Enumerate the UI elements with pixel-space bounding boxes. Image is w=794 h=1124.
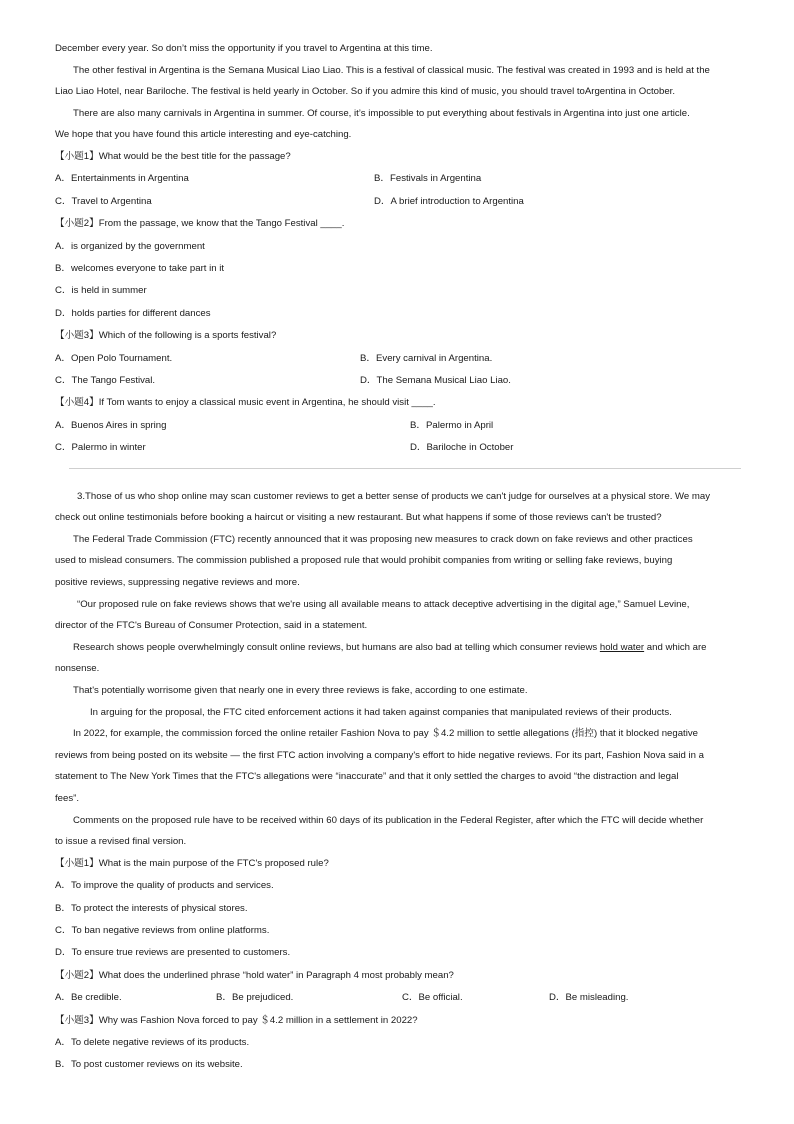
question-1-2 [55,213,745,325]
paragraph-line: There are also many carnivals in Argentina in summer. Of course, it’s impossible to put everything about festivals in Argentina into just one article. [73,107,690,119]
paragraph-line: Comments on the proposed rule have to be received within 60 days of its publication in the Federal Register, after which the FTC will decide whether [73,814,704,826]
paragraph-line: 3.Those of us who shop online may scan customer reviews to get a better sense of products we can't judge for ourselves at a physical store. We may [77,490,711,502]
section-divider [69,468,741,469]
option-a: A．Buenos Aires in spring [55,419,167,431]
option-b: B．Festivals in Argentina [374,173,482,185]
passage-ftc-fake-reviews [55,486,745,853]
option-b: B．Be prejudiced. [216,992,294,1004]
option-a: A．Entertainments in Argentina [55,173,189,185]
paragraph-line: In 2022, for example, the commission forced the online retailer Fashion Nova to pay ＄4.2 million to settle allegations (指控) that it blocked negative [73,728,698,740]
document-page [55,38,745,1077]
question-stem: 【小题3】Which of the following is a sports festival? [55,330,277,342]
option-c: C．The Tango Festival. [55,375,156,387]
paragraph-line: “Our proposed rule on fake reviews shows that we're using all available means to attack deceptive advertising in the digital age,” Samuel Levine, [77,598,690,610]
options-row [55,987,745,1009]
question-stem: 【小题2】What does the underlined phrase “hold water” in Paragraph 4 most probably mean? [55,969,454,981]
option-b: B．Every carnival in Argentina. [360,352,493,364]
option-d: D．To ensure true reviews are presented to customers. [55,947,291,959]
text-run: Research shows people overwhelmingly consult online reviews, but humans are also bad at telling which consumer reviews [73,641,600,653]
question-stem: 【小题1】What would be the best title for the passage? [55,150,291,162]
option-a: A．To delete negative reviews of its products. [55,1037,250,1048]
options-row [55,370,745,392]
option-a: A．is organized by the government [55,240,205,252]
passage-argentina-festivals [55,38,745,146]
paragraph-line: The Federal Trade Commission (FTC) recently announced that it was proposing new measures to crack down on fake reviews and other practices [73,533,693,545]
paragraph-line: reviews from being posted on its website — the first FTC action involving a company's effort to hide negative reviews. For its part, Fashion Nova said in a [55,749,704,761]
option-c: C．To ban negative reviews from online platforms. [55,924,270,936]
option-d: D．Bariloche in October [410,442,514,454]
paragraph-line: check out online testimonials before booking a haircut or visiting a new restaurant. But what happens if some of those reviews can't be trusted? [55,512,662,524]
paragraph-line: used to mislead consumers. The commission published a proposed rule that would prohibit companies from writing or selling fake reviews, buying [55,555,673,567]
paragraph-line: director of the FTC's Bureau of Consumer Protection, said in a statement. [55,620,368,632]
options-row [55,191,745,213]
option-a: A．Be credible. [55,992,122,1004]
option-a: A．Open Polo Tournament. [55,352,173,364]
question-2-3 [55,1010,745,1077]
option-c: C．Travel to Argentina [55,195,152,207]
question-stem: 【小题4】If Tom wants to enjoy a classical music event in Argentina, he should visit ____. [55,397,436,409]
paragraph-line: positive reviews, suppressing negative reviews and more. [55,577,300,589]
paragraph-line: Liao Liao Hotel, near Bariloche. The festival is held yearly in October. So if you admire this kind of music, you should travel toArgentina in October. [55,86,676,98]
question-2-1 [55,853,745,965]
paragraph-line: In arguing for the proposal, the FTC cited enforcement actions it had taken against companies that manipulated reviews of their products. [90,706,672,718]
paragraph-line: We hope that you have found this article interesting and eye-catching. [55,129,352,141]
underlined-phrase: hold water [599,641,645,653]
paragraph-line: nonsense. [55,663,100,675]
option-b: B．To post customer reviews on its website. [55,1059,243,1071]
question-stem: 【小题2】From the passage, we know that the Tango Festival ____. [55,218,345,230]
options-row [55,437,745,459]
option-c: C．is held in summer [55,285,147,297]
paragraph-line: The other festival in Argentina is the Semana Musical Liao Liao. This is a festival of classical music. The festival was created in 1993 and is held at the [73,64,710,76]
option-b: B．Palermo in April [410,419,494,431]
options-row [55,168,745,190]
question-stem: 【小题1】What is the main purpose of the FTC's proposed rule? [55,857,329,869]
option-a: A．To improve the quality of products and services. [55,880,274,892]
option-b: B．welcomes everyone to take part in it [55,263,225,274]
question-1-1 [55,146,745,213]
option-c: C．Palermo in winter [55,442,146,454]
option-b: B．To protect the interests of physical stores. [55,902,248,914]
text-run: and which are [644,641,707,653]
question-1-3 [55,325,745,392]
options-row [55,415,745,437]
paragraph-line: That's potentially worrisome given that nearly one in every three reviews is fake, according to one estimate. [73,685,528,696]
options-row [55,348,745,370]
paragraph-line: December every year. So don’t miss the opportunity if you travel to Argentina at this time. [55,43,433,54]
question-1-4 [55,392,745,459]
paragraph-line: statement to The New York Times that the FTC's allegations were “inaccurate” and that it only settled the charges to avoid “the distraction and legal [55,771,679,783]
option-d: D．Be misleading. [549,992,629,1004]
paragraph-line: fees”. [55,792,79,804]
option-c: C．Be official. [402,992,463,1004]
paragraph-line: to issue a revised final version. [55,836,187,848]
option-d: D．A brief introduction to Argentina [374,195,524,207]
question-2-2 [55,965,745,1010]
question-stem: 【小题3】Why was Fashion Nova forced to pay ＄4.2 million in a settlement in 2022? [55,1014,418,1026]
paragraph-line [55,637,745,659]
option-d: D．The Semana Musical Liao Liao. [360,375,511,387]
option-d: D．holds parties for different dances [55,307,211,319]
